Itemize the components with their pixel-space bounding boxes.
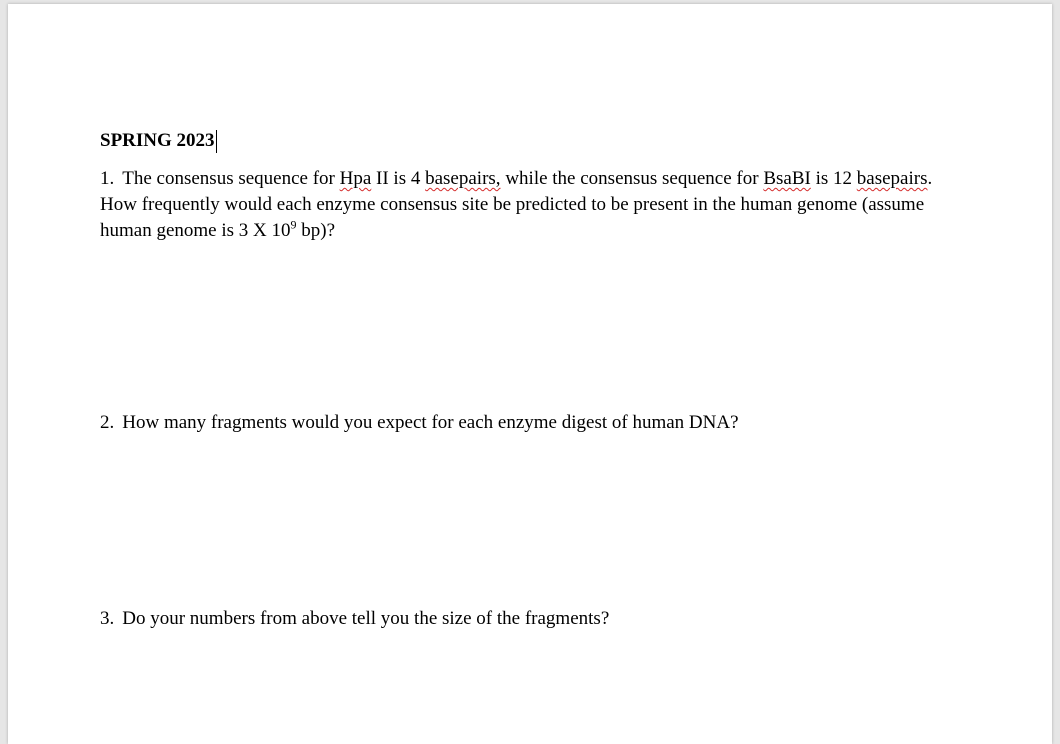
document-page (8, 4, 1052, 744)
question-1-text-6: bp)? (296, 220, 336, 241)
question-2-text: How many fragments would you expect for each enzyme digest of human DNA? (122, 412, 739, 433)
spellcheck-word-bsabi[interactable]: BsaBI (763, 168, 811, 189)
question-1-text-3: while the consensus sequence for (500, 168, 764, 189)
heading-text: SPRING 2023 (100, 130, 215, 151)
text-cursor (216, 130, 218, 153)
question-2 (100, 410, 960, 436)
question-1-text-1: The consensus sequence for (122, 168, 340, 189)
question-1-number: 1. (100, 168, 115, 189)
spellcheck-word-basepairs-2[interactable]: basepairs (856, 168, 928, 189)
document-body[interactable] (100, 128, 960, 632)
question-3-text: Do your numbers from above tell you the size of the fragments? (122, 608, 610, 629)
document-heading (100, 128, 960, 154)
question-2-number: 2. (100, 412, 115, 433)
question-1-text-5: . How frequently would each enzyme consensus site be predicted to be present in the human genome (assume human genome is 3 X 10 (100, 168, 933, 241)
question-3 (100, 606, 960, 632)
spellcheck-word-hpa[interactable]: Hpa (339, 168, 372, 189)
question-1-text-4: is 12 (810, 168, 857, 189)
question-1-text-2: II is 4 (371, 168, 426, 189)
question-1 (100, 166, 960, 244)
question-3-number: 3. (100, 608, 115, 629)
spellcheck-word-basepairs-1[interactable]: basepairs, (425, 168, 501, 189)
exponent: 9 (290, 217, 297, 232)
